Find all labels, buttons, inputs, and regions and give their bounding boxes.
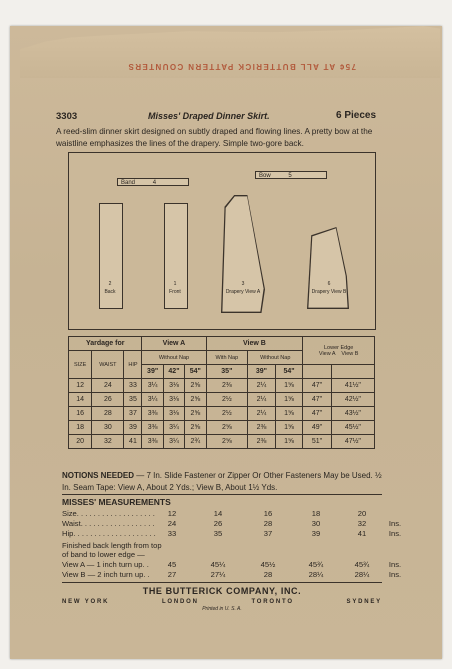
yardage-title: Yardage for [69,337,142,351]
yardage-cell: 2¼ [248,393,276,407]
back-number: 2 [108,281,112,287]
measurement-value: 41 [357,529,367,538]
band-label: Band [121,180,136,186]
measurement-value: 12 [167,509,177,518]
width-cell: 39" [248,365,276,379]
bow-number: 5 [288,173,292,179]
yardage-cell: 41½" [331,379,374,393]
measurement-value: 32 [357,519,367,528]
lower-edge-view-b: View B [341,350,359,357]
waist-header: WAIST [92,351,124,379]
piece-drapery-b [307,227,349,309]
width-cell: 54" [275,365,303,379]
measurement-value: 26 [213,519,223,528]
pattern-title: Misses' Draped Dinner Skirt. [148,111,270,121]
yardage-cell: 32 [92,435,124,449]
divider [62,582,382,583]
yardage-cell: 1⅝ [275,421,303,435]
yardage-cell: 28 [92,407,124,421]
drapery-a-number: 3 [241,281,245,287]
yardage-cell: 2⅜ [206,379,248,393]
yardage-cell: 47" [303,379,331,393]
flap-text: 75¢ AT ALL BUTTERICK PATTERN COUNTERS [127,62,356,71]
yardage-cell: 2⅝ [206,421,248,435]
measurement-unit: Ins. [388,560,402,569]
measurement-label: Waist. . . . . . . . . . . . . . . . . . [62,519,155,528]
yardage-cell: 42½" [331,393,374,407]
yardage-cell: 2¼ [248,379,276,393]
yardage-cell: 2¾ [185,435,206,449]
company-name: THE BUTTERICK COMPANY, INC. [142,586,302,596]
view-b-header: View B [206,337,303,351]
back-label: Back [104,289,116,295]
yardage-cell: 2¼ [248,407,276,421]
measurements-title: MISSES' MEASUREMENTS [62,497,171,507]
notions-label: NOTIONS NEEDED [62,471,135,480]
measurement-value: 30 [311,519,321,528]
measurement-unit: Ins. [388,570,402,579]
lower-edge-header [303,337,375,365]
yardage-cell: 49" [303,421,331,435]
measurement-value: 35 [213,529,223,538]
measurement-value: 45 [167,560,177,569]
notions-needed [62,470,392,493]
yardage-row [69,421,375,435]
measurements [62,497,402,581]
lower-edge-view-a: View A [318,350,336,357]
width-cell: 54" [185,365,206,379]
yardage-cell: 45½" [331,421,374,435]
yardage-cell: 2½ [206,393,248,407]
yardage-cell: 37 [124,407,142,421]
piece-band [117,178,189,186]
view-a-header: View A [142,337,206,351]
yardage-cell: 33 [124,379,142,393]
measurement-label: Hip. . . . . . . . . . . . . . . . . . . . [62,529,156,538]
measurement-label: View B — 2 inch turn up. . [62,570,150,579]
measurement-value: 39 [311,529,321,538]
pattern-number: 3303 [56,111,78,122]
yardage-cell: 47" [303,407,331,421]
yardage-cell: 12 [69,379,92,393]
measurement-value: 28 [263,519,273,528]
city-list [62,599,382,605]
view-b-without-nap: Without Nap [248,351,303,365]
measurement-value: 45½ [260,560,276,569]
yardage-cell: 2⅝ [185,407,206,421]
divider [62,494,382,495]
yardage-cell: 2½ [206,407,248,421]
yardage-cell: 1⅝ [275,435,303,449]
measurement-value: 45¾ [354,560,370,569]
yardage-cell: 2⅝ [206,435,248,449]
yardage-cell: 35 [124,393,142,407]
yardage-cell: 1⅝ [275,407,303,421]
measurement-value: 27¼ [210,570,226,579]
lower-edge-label: Lower Edge [323,344,354,351]
yardage-cell: 39 [124,421,142,435]
measurement-value: 24 [167,519,177,528]
bow-label: Bow [259,173,271,179]
yardage-cell: 3¼ [142,393,163,407]
yardage-cell: 3⅜ [142,407,163,421]
yardage-cell: 47" [303,393,331,407]
measurement-value: 37 [263,529,273,538]
yardage-cell: 20 [69,435,92,449]
finished-length-line-2: of band to lower edge — [62,550,145,559]
yardage-row [69,379,375,393]
view-a-without-nap: Without Nap [142,351,206,365]
yardage-row [69,393,375,407]
city: TORONTO [251,599,294,605]
yardage-cell: 3⅛ [163,379,184,393]
front-number: 1 [173,281,177,287]
piece-drapery-a [221,195,265,313]
yardage-row [69,435,375,449]
piece-bow [255,171,327,179]
yardage-cell: 2⅝ [185,379,206,393]
yardage-cell: 1⅝ [275,393,303,407]
measurement-value: 20 [357,509,367,518]
view-b-with-nap: With Nap [206,351,248,365]
yardage-cell: 16 [69,407,92,421]
notions-text: — 7 In. Slide Fastener or Zipper Or Other Fasteners May be Used. ½ In. Seam Tape: View A, About 2 Yds.; View B, About 1½ Yds. [62,471,382,492]
yardage-cell: 43½" [331,407,374,421]
yardage-cell: 3¼ [163,435,184,449]
yardage-table [68,336,375,449]
measurement-unit: Ins. [388,529,402,538]
measurement-value: 28¼ [308,570,324,579]
yardage-cell: 30 [92,421,124,435]
yardage-cell: 41 [124,435,142,449]
measurement-value: 28¼ [354,570,370,579]
yardage-cell: 3⅜ [142,435,163,449]
city: NEW YORK [62,599,110,605]
measurement-label: Size. . . . . . . . . . . . . . . . . . . [62,509,155,518]
width-cell: 39" [142,365,163,379]
yardage-cell: 2⅝ [185,393,206,407]
description: A reed-slim dinner skirt designed on subtly draped and flowing lines. A pretty bow at the waistline emphasizes the lines of the drapery. Simple two-gore back. [56,127,373,148]
finished-length-line-1: Finished back length from top [62,541,162,550]
yardage-cell: 26 [92,393,124,407]
band-number: 4 [152,180,157,186]
yardage-row [69,407,375,421]
yardage-cell: 3¼ [142,379,163,393]
measurement-value: 14 [213,509,223,518]
yardage-cell: 3⅜ [142,421,163,435]
yardage-cell: 18 [69,421,92,435]
size-header: SIZE [69,351,92,379]
yardage-cell: 47½" [331,435,374,449]
city: SYDNEY [346,599,382,605]
yardage-cell: 51" [303,435,331,449]
measurement-label: View A — 1 inch turn up. . [62,560,149,569]
city: LONDON [161,599,199,605]
measurement-value: 45¾ [308,560,324,569]
yardage-cell: 24 [92,379,124,393]
yardage-cell: 14 [69,393,92,407]
measurement-value: 45¼ [210,560,226,569]
yardage-cell: 2⅜ [248,435,276,449]
hip-header: HIP [124,351,142,379]
yardage-cell: 3⅛ [163,407,184,421]
measurement-value: 18 [311,509,321,518]
measurement-unit: Ins. [388,519,402,528]
width-cell: 35" [206,365,248,379]
yardage-cell: 2⅜ [248,421,276,435]
pieces-count: 6 Pieces [336,110,377,121]
drapery-b-label: Drapery View B [311,289,347,295]
drapery-b-number: 6 [327,281,331,287]
measurement-value: 16 [263,509,273,518]
yardage-cell: 2⅝ [185,421,206,435]
width-cell: 42" [163,365,184,379]
yardage-cell: 3⅛ [163,393,184,407]
yardage-cell: 3¼ [163,421,184,435]
measurement-value: 28 [263,570,273,579]
footer [62,586,382,612]
yardage-cell: 1⅝ [275,379,303,393]
printed-note: Printed in U. S. A. [202,606,242,612]
pieces-panel [68,152,376,330]
drapery-a-label: Drapery View A [225,289,261,295]
measurement-value: 27 [167,570,177,579]
measurement-value: 33 [167,529,177,538]
front-label: Front [169,289,181,295]
